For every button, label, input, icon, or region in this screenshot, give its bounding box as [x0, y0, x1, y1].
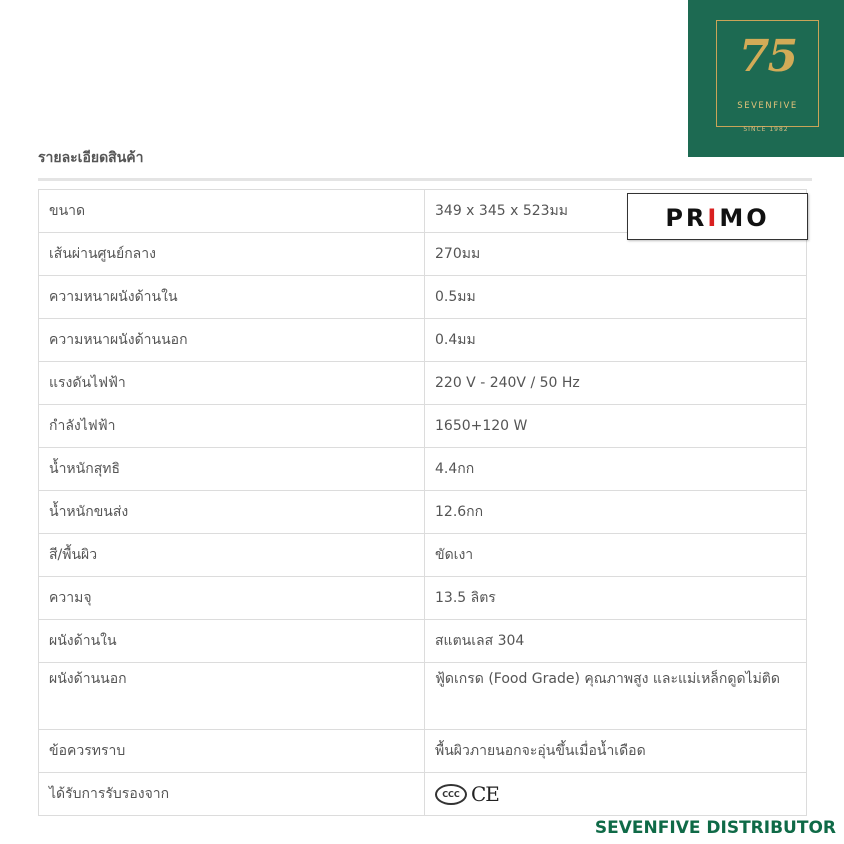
table-row [39, 319, 807, 362]
spec-value: 4.4กก [425, 448, 807, 491]
spec-label: กำลังไฟฟ้า [39, 405, 425, 448]
logo-frame [716, 20, 819, 127]
section-title: รายละเอียดสินค้า [38, 150, 144, 166]
spec-table [38, 189, 807, 816]
spec-value: 12.6กก [425, 491, 807, 534]
spec-label: ความหนาผนังด้านใน [39, 276, 425, 319]
spec-label: ขนาด [39, 190, 425, 233]
section-divider [38, 178, 812, 181]
spec-value: สแตนเลส 304 [425, 620, 807, 663]
spec-label: เส้นผ่านศูนย์กลาง [39, 233, 425, 276]
table-row [39, 405, 807, 448]
logo-wordmark: SEVENFIVE [737, 101, 798, 111]
primo-logo [627, 193, 808, 240]
table-row [39, 730, 807, 773]
spec-value: 270มม [425, 233, 807, 276]
table-row [39, 534, 807, 577]
ce-mark-icon: CE [471, 782, 499, 806]
sevenfive-logo [688, 0, 844, 157]
table-row [39, 448, 807, 491]
table-row [39, 620, 807, 663]
spec-value: ขัดเงา [425, 534, 807, 577]
logo-since: SINCE 1982 [743, 126, 789, 133]
table-row [39, 491, 807, 534]
spec-value: 0.5มม [425, 276, 807, 319]
spec-value: ฟู้ดเกรด (Food Grade) คุณภาพสูง และแม่เหล็กดูดไม่ติด [425, 663, 807, 730]
spec-value: 13.5 ลิตร [425, 577, 807, 620]
spec-label: แรงดันไฟฟ้า [39, 362, 425, 405]
spec-label: ได้รับการรับรองจาก [39, 773, 425, 816]
ccc-mark-icon: CCC [435, 784, 467, 805]
spec-label: สี/พื้นผิว [39, 534, 425, 577]
table-row [39, 577, 807, 620]
spec-value: 220 V - 240V / 50 Hz [425, 362, 807, 405]
spec-label: ผนังด้านใน [39, 620, 425, 663]
spec-label: ผนังด้านนอก [39, 663, 425, 730]
table-row [39, 362, 807, 405]
spec-label: ความหนาผนังด้านนอก [39, 319, 425, 362]
spec-label: น้ำหนักขนส่ง [39, 491, 425, 534]
spec-label: น้ำหนักสุทธิ [39, 448, 425, 491]
spec-value: 1650+120 W [425, 405, 807, 448]
spec-value: พื้นผิวภายนอกจะอุ่นขึ้นเมื่อน้ำเดือด [425, 730, 807, 773]
spec-value: 0.4มม [425, 319, 807, 362]
spec-value [425, 773, 807, 816]
spec-label: ข้อควรทราบ [39, 730, 425, 773]
distributor-footer: SEVENFIVE DISTRIBUTOR [594, 818, 836, 838]
table-row [39, 663, 807, 730]
table-row [39, 276, 807, 319]
certification-marks [435, 782, 499, 806]
table-row [39, 773, 807, 816]
spec-label: ความจุ [39, 577, 425, 620]
logo-number: 75 [738, 31, 797, 82]
spec-value: 349 x 345 x 523มม [425, 190, 807, 233]
primo-logo-text: PRIMO [665, 204, 770, 232]
